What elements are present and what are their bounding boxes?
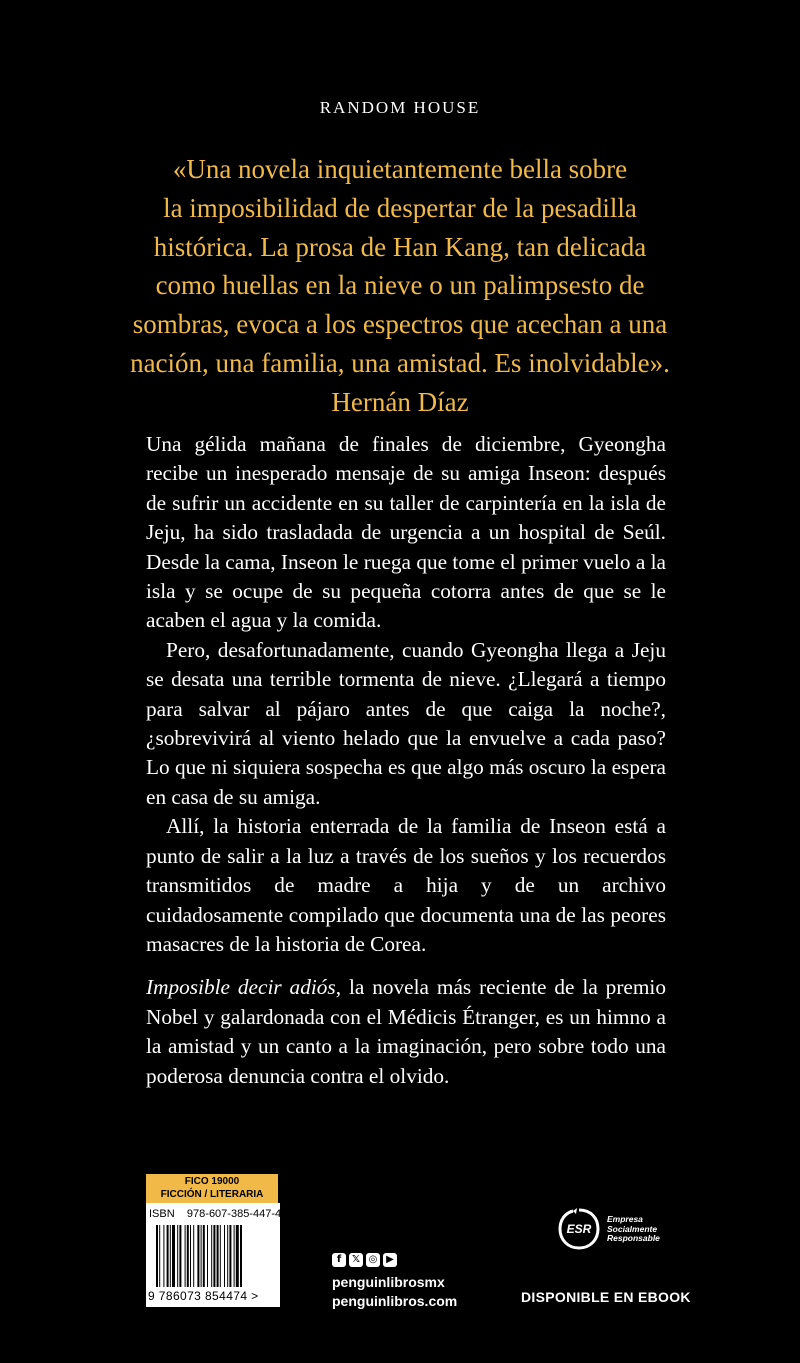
website-link[interactable]: penguinlibros.com (332, 1293, 458, 1309)
quote-line: como huellas en la nieve o un palimpsesto de (155, 270, 645, 301)
esr-line: Responsable (607, 1233, 660, 1243)
esr-logo-text: ESR (566, 1222, 592, 1236)
isbn-number: 978-607-385-447-4 (186, 1208, 282, 1220)
ebook-availability: DISPONIBLE EN EBOOK (521, 1289, 691, 1305)
social-handle[interactable]: penguinlibrosmx (332, 1274, 445, 1290)
esr-line: Socialmente (607, 1223, 658, 1234)
quote-line: «Una novela inquietantemente bella sobre (172, 154, 628, 184)
book-synopsis (146, 430, 666, 1091)
quote-line: histórica. La prosa de Han Kang, tan delicada (153, 231, 647, 262)
synopsis-paragraph-1: Una gélida mañana de finales de diciembre, Gyeongha recibe un inesperado mensaje de su amiga Inseon: después de sufrir un accidente en su taller de carpintería en la isla de Jeju, ha sido trasladada de urgencia a un hospital de Seúl. Desde la cama, Inseon le ruega que tome el primer vuelo a la isla y se ocupe de su pequeña cotorra antes de que se le acaben el agua y la comida. (146, 432, 666, 633)
x-icon[interactable]: 𝕏 (349, 1253, 363, 1267)
quote-line: nación, una familia, una amistad. Es inolvidable». (130, 347, 670, 378)
instagram-icon[interactable]: ◎ (366, 1253, 380, 1267)
book-title: Imposible decir adiós (146, 975, 336, 1000)
esr-logo-icon (556, 1206, 602, 1252)
esr-label (607, 1215, 660, 1244)
barcode-icon (156, 1225, 276, 1287)
quote-line: sombras, evoca a los espectros que acechan a una (132, 309, 668, 340)
quote-line: la imposibilidad de despertar de la pesadilla (163, 192, 637, 223)
social-icons (332, 1253, 397, 1267)
pull-quote (120, 150, 680, 422)
isbn-line (149, 1208, 281, 1220)
quote-author: Hernán Díaz (331, 386, 469, 417)
synopsis-paragraph-4-text: , la novela más reciente de la premio Nobel y galardonada con el Médicis Étranger, es un himno a la amistad y un canto a la imaginación, pero sobre todo una poderosa denuncia contra el olvido. (146, 975, 666, 1088)
synopsis-paragraph-3: Allí, la historia enterrada de la familia de Inseon está a punto de salir a la luz a través de los sueños y los recuerdos transmitidos de madre a hija y de un archivo cuidadosamente compilado que documenta una de las peores masacres de la historia de Corea. (146, 814, 666, 956)
youtube-icon[interactable]: ▶ (383, 1253, 397, 1267)
classification-label (146, 1174, 278, 1203)
facebook-icon[interactable]: f (332, 1253, 346, 1267)
isbn-barcode-block (146, 1203, 280, 1307)
synopsis-paragraph-4 (146, 973, 666, 1091)
barcode-digits: 9 786073 854474 > (148, 1289, 259, 1303)
synopsis-paragraph-2: Pero, desafortunadamente, cuando Gyeongha llega a Jeju se desata una terrible tormenta de nieve. ¿Llegará a tiempo para salvar al pájaro antes de que caiga la noche?, ¿sobrevivirá al viento helado que la envuelve a cada paso? Lo que ni siquiera sospecha es que algo más oscuro la espera en casa de su amiga. (146, 637, 666, 809)
esr-line: Empresa (607, 1214, 643, 1224)
isbn-label: ISBN (149, 1208, 175, 1220)
classification-code: FICO 19000 (184, 1176, 240, 1187)
classification-category: FICCIÓN / LITERARIA (160, 1188, 264, 1200)
publisher-name: RANDOM HOUSE (319, 98, 481, 117)
